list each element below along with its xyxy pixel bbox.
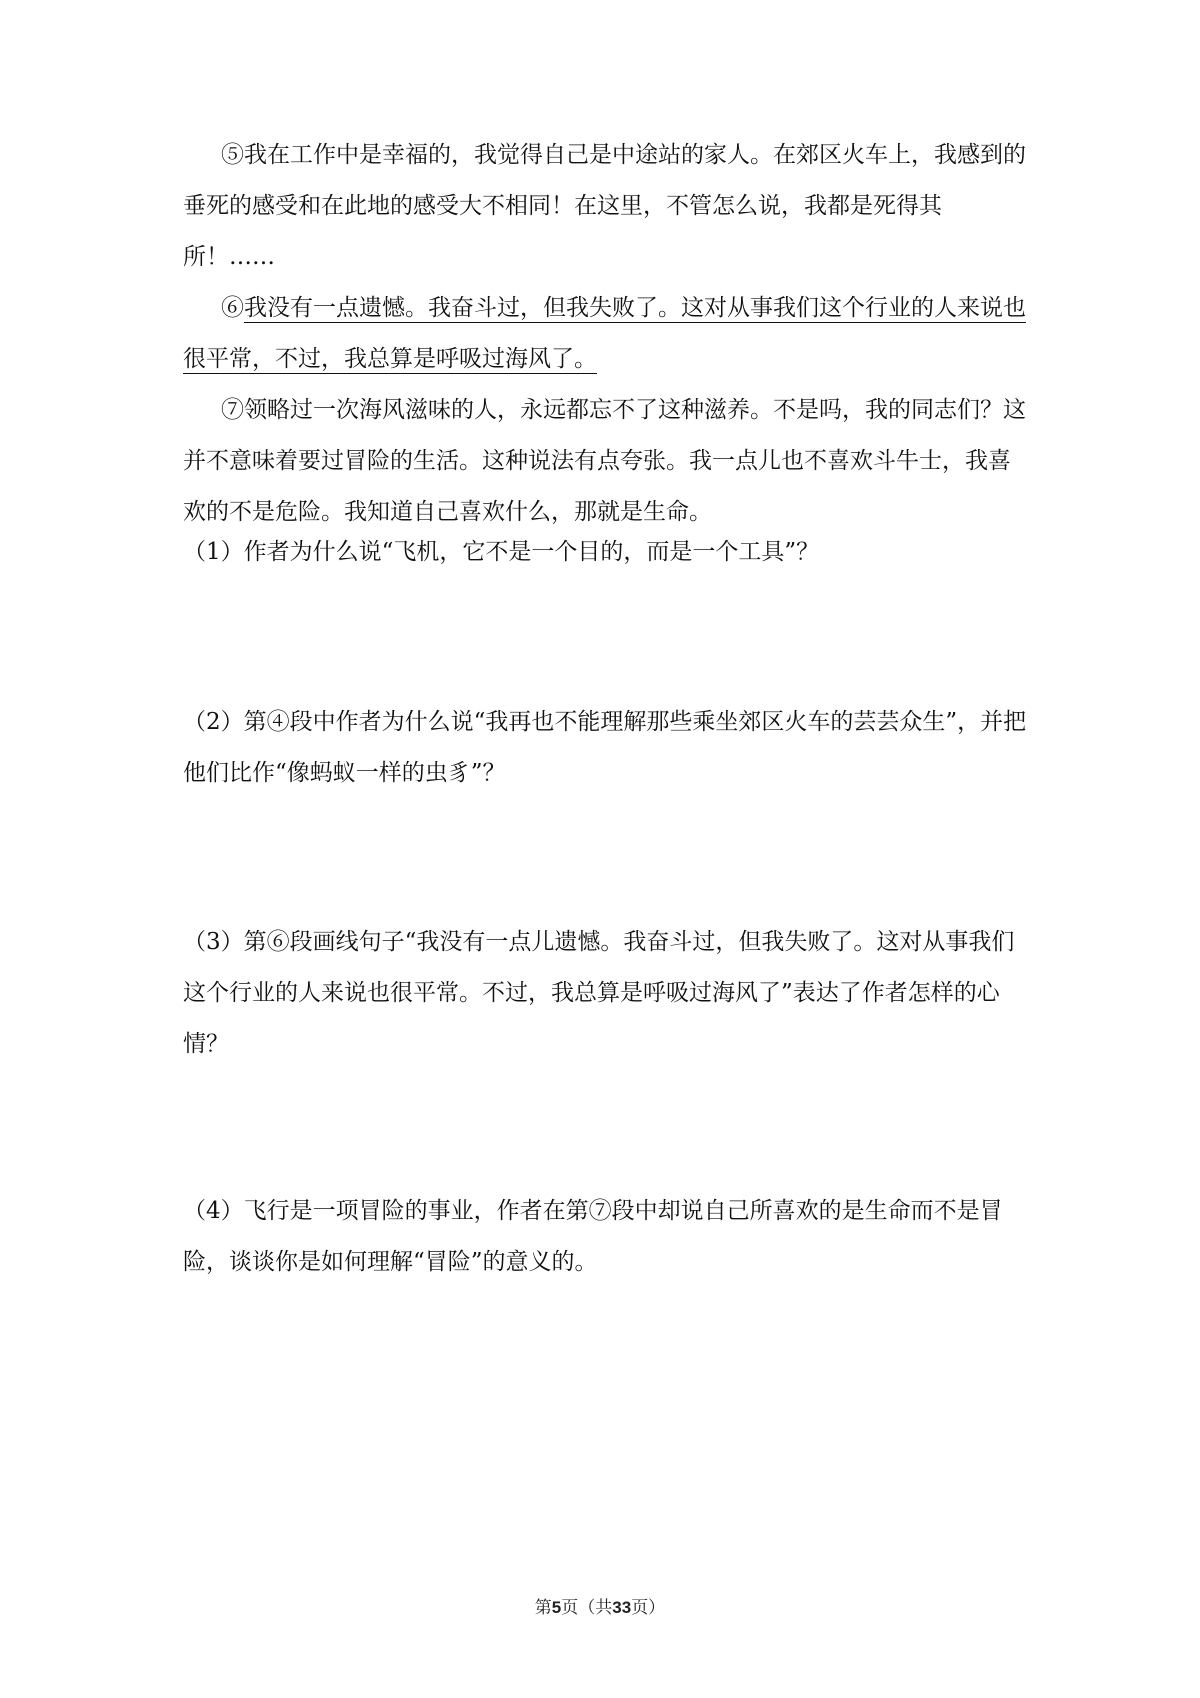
paragraph-5: ⑤我在工作中是幸福的，我觉得自己是中途站的家人。在郊区火车上，我感到的垂死的感受和在此地的感受大不相同！在这里，不管怎么说，我都是死得其所！…… xyxy=(183,142,1026,270)
question-3 xyxy=(183,917,1028,1070)
footer-suffix: 页） xyxy=(631,1598,666,1618)
footer-prefix: 第 xyxy=(534,1598,552,1618)
question-2 xyxy=(183,697,1028,799)
paragraph-7: ⑦领略过一次海风滋味的人，永远都忘不了这种滋养。不是吗，我的同志们？这并不意味着要过冒险的生活。这种说法有点夸张。我一点儿也不喜欢斗牛士，我喜欢的不是危险。我知道自己喜欢什么，那就是生命。 xyxy=(183,397,1026,525)
question-4 xyxy=(183,1186,1028,1288)
question-text: （4）飞行是一项冒险的事业，作者在第⑦段中却说自己所喜欢的是生命而不是冒险，谈谈你是如何理解“冒险”的意义的。 xyxy=(183,1198,1003,1275)
question-text: （3）第⑥段画线句子“我没有一点儿遗憾。我奋斗过，但我失败了。这对从事我们这个行业的人来说也很平常。不过，我总算是呼吸过海风了”表达了作者怎样的心情？ xyxy=(183,929,1015,1057)
footer-middle: 页（共 xyxy=(561,1598,613,1618)
paragraph-6 xyxy=(183,283,1028,385)
question-text: （1）作者为什么说“飞机，它不是一个目的，而是一个工具”？ xyxy=(183,539,820,565)
passage xyxy=(183,130,1028,538)
paragraph-number: ⑥ xyxy=(221,295,244,321)
underlined-sentence: 我没有一点遗憾。我奋斗过，但我失败了。这对从事我们这个行业的人来说也很平常，不过，我总算是呼吸过海风了。 xyxy=(183,295,1026,372)
question-text: （2）第④段中作者为什么说“我再也不能理解那些乘坐郊区火车的芸芸众生”，并把他们比作“像蚂蚁一样的虫豸”？ xyxy=(183,709,1027,786)
page-number: 5 xyxy=(551,1598,562,1617)
total-pages: 33 xyxy=(612,1598,632,1617)
page-footer xyxy=(0,1593,1200,1618)
question-1 xyxy=(183,527,1028,578)
